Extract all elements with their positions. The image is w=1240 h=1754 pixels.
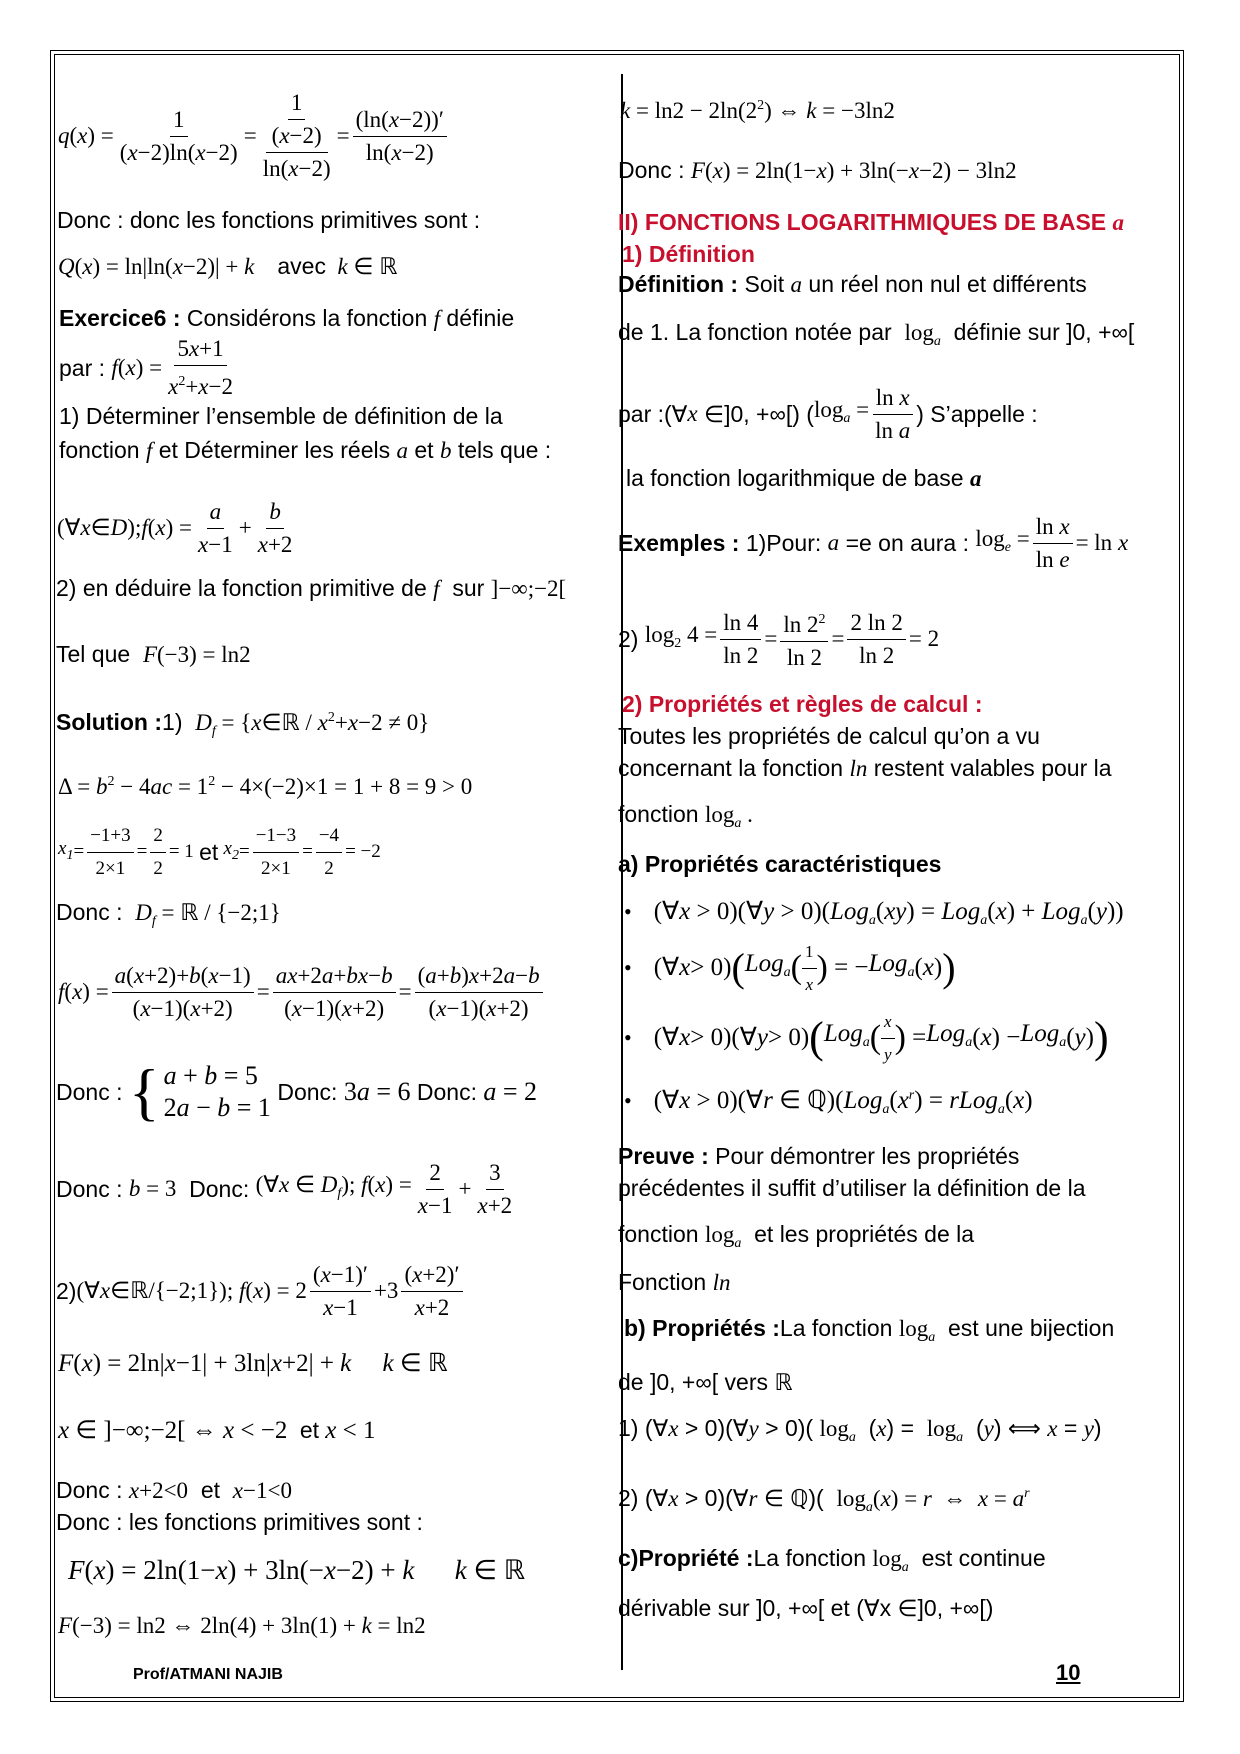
result-b-and-f: Donc : b = 3 Donc: (∀x ∈ $D_f$); f(x) = $\frac{2}{x-1}$ + $\frac{3}{x+2}$ <box>56 1159 513 1218</box>
exercise6-title: Exercice6 : <box>59 305 181 331</box>
solution-title: Solution : <box>56 709 163 735</box>
property-product: • (∀x > 0)(∀y > 0)(Log$_a$(xy) = Log$_a$(x) + Log$_a$(y)) <box>624 898 1124 928</box>
property-continuity: c)Propriété :La fonction $\log_a$ est continue <box>618 1545 1046 1575</box>
exercise6-def: définie <box>446 305 515 331</box>
properties-line1: Toutes les propriétés de calcul qu’on a vu <box>618 723 1040 749</box>
example2: 2) $\log_2 4$ = $\frac{\ln 4}{\ln 2}$ = $\frac{\ln 2^2}{\ln 2}$ = $\frac{2 \ln 2}{\ln 2}$ = 2 <box>618 608 939 670</box>
solution-domain: Solution :1) $D_f$ = {x∈ℝ / $x^2+x-2 \ne 0$} <box>56 709 430 739</box>
formula-Q-of-x: Q(x) = ln|ln(x−2)| + k avec k ∈ ℝ <box>58 253 398 279</box>
property-power: • (∀x > 0)(∀r ∈ $ℚ)(Log_a(x^r)$ = rLog$_a$(x) <box>624 1087 1033 1117</box>
formula-F-abs: F(x) = 2ln|x−1| + 3ln|x+2| + k k ∈ ℝ <box>58 1350 448 1377</box>
subsection-properties: 2) Propriétés et règles de calcul : <box>622 691 983 717</box>
text-donc-primitives-2: Donc : les fonctions primitives sont : <box>56 1509 423 1535</box>
condition-F: Tel que F(−3) = ln2 <box>56 641 251 667</box>
property-quotient: • (∀ x > 0)(∀ y > 0) ( Log$_a$ ( $\frac{x}{y}$ ) = Log$_a$ ( x ) − Log$_a$ ( y ) ) <box>624 1006 1109 1070</box>
text-donc-primitives: Donc : donc les fonctions primitives sont : <box>57 207 481 233</box>
example1: Exemples : 1)Pour: a =e on aura : $\log_e$ = $\frac{\text{ln x}}{\text{ln e}}$ = ln x <box>618 513 1129 572</box>
footer-author: Prof/ATMANI NAJIB <box>133 1666 283 1683</box>
formula-F-final-left: F(x) = 2ln(1−x) + 3ln(−x−2) + k k ∈ ℝ <box>68 1555 526 1585</box>
formula-F-final-right: Donc : F(x) = 2ln(1−x) + 3ln(−x−2) − 3ln2 <box>618 157 1017 183</box>
system-equations: Donc : { a + b = 5 2a − b = 1 Donc: 3a = 6 Donc: a = 2 <box>56 1056 538 1127</box>
property-continuity-line2: dérivable sur ]0, +∞[ et (∀x ∈]0, +∞[) <box>618 1595 994 1621</box>
definition-formula: par :(∀ x ∈]0, +∞[) ( $\log_a$ = $\frac{\text{ln x}}{\text{ln a}}$ ) S’appelle : <box>618 384 1038 443</box>
formula-f-derivative-form: 2) (∀x∈ℝ/{−2;1}); f(x) = 2 $\frac{(x-1)'}{x-1}$ +3 $\frac{(x+2)'}{x+2}$ <box>56 1256 466 1326</box>
formula-k-value: $k = \ln 2 - 2\ln(2^2)$ ⇔ k = −3ln2 <box>620 98 895 123</box>
question1-line2: fonction f et Déterminer les réels a et b tels que : <box>59 437 552 463</box>
text-avec: avec <box>277 253 326 279</box>
question2: 2) en déduire la fonction primitive de f sur ]−∞;−2[ <box>56 575 567 601</box>
property-bijection: b) Propriétés :La fonction $\log_a$ est une bijection <box>624 1315 1115 1345</box>
question1-line1: 1) Déterminer l’ensemble de définition de la <box>59 403 503 429</box>
formula-roots: $x_1$ = $\frac{-1+3}{2\times 1}$ = $\frac{2}{2}$ = 1 et $x_2$ = $\frac{-1-3}{2\times 1}$ = $\frac{-4}{2}$ = −2 <box>58 824 381 880</box>
formula-F-minus-3: F(−3) = ln2 ⇔ 2ln(4) + 3ln(1) + k = ln2 <box>58 1613 426 1638</box>
property-bijection-line2: de ]0, +∞[ vers ℝ <box>618 1369 793 1395</box>
properties-line3: fonction $\log_a$ . <box>618 801 753 831</box>
property-equivalence-2: 2) (∀x > 0)(∀r ∈ ℚ)( $\log_a(x) = r$ ⇔ $x = a^r$ <box>618 1485 1030 1515</box>
exercise6-statement: Exercice6 : Considérons la fonction f définie <box>59 305 515 331</box>
formula-q-of-x: q ( x ) = $\frac{1}{(x-2)\ln(x-2)}$ = $\frac{\frac{1}{(x-2)}}{\ln(x-2)}$ = $\frac{(\ln(x-2))'}{\ln(x-2)}$ <box>58 86 450 186</box>
text-par: par : <box>59 355 106 381</box>
footer-page-number: 10 <box>1056 1660 1081 1685</box>
formula-decomposition: (∀ x ∈ D ); f ( x ) = $\frac{a}{x-1}$ + $\frac{b}{x+2}$ <box>57 498 293 557</box>
characteristic-properties-title: a) Propriétés caractéristiques <box>618 851 942 877</box>
sign-conditions: Donc : x+2<0 et x−1<0 <box>56 1477 292 1503</box>
proof-line3: fonction $\log_a$ et les propriétés de la <box>618 1221 975 1251</box>
formula-discriminant: $\Delta = b^2 - 4ac = 1^2 - 4\times(-2)\times 1 = 1 + 8 = 9 > 0$ <box>58 774 473 799</box>
definition-line1: Définition : Soit a un réel non nul et différents <box>618 271 1087 297</box>
formula-interval: x ∈ ]−∞;−2[ ⇔ x < −2 et x < 1 <box>58 1417 376 1444</box>
property-equivalence-1: 1) (∀x > 0)(∀y > 0)( $\log_a (x) = \log_a (y)$ ⟺ x = y) <box>618 1415 1102 1445</box>
subsection-definition: 1) Définition <box>622 241 755 267</box>
property-inverse: • (∀ x > 0) ( Log$_a$ ( $\frac{1}{x}$ ) = − Log$_a$ ( x ) ) <box>624 938 956 998</box>
result-domain: Donc : $D_f$ = ℝ / {−2;1} <box>56 899 281 929</box>
properties-line2: concernant la fonction ln restent valables pour la <box>618 755 1112 781</box>
proof-line2: précédentes il suffit d’utiliser la définition de la <box>618 1175 1086 1201</box>
exercise6-text: Considérons la fonction <box>186 305 428 331</box>
definition-line2: de 1. La fonction notée par $\log_a$ définie sur ]0, +∞[ <box>618 319 1135 349</box>
proof-line4: Fonction ln <box>618 1269 731 1295</box>
definition-base-text: la fonction logarithmique de base a <box>626 465 982 491</box>
formula-f-expansion: f(x) = $\frac{a(x+2)+b(x-1)}{(x-1)(x+2)}$ = $\frac{ax+2a+bx-b}{(x-1)(x+2)}$ = $\frac{(a+b)x+2a-b}{(x-1)(x+2)}$ <box>58 956 546 1028</box>
formula-f-definition: par : f(x) = $\frac{5x+1}{x^2+x-2}$ <box>59 336 233 399</box>
proof-line1: Preuve : Pour démontrer les propriétés <box>618 1143 1020 1169</box>
section-title: II) FONCTIONS LOGARITHMIQUES DE BASE a <box>618 209 1125 235</box>
